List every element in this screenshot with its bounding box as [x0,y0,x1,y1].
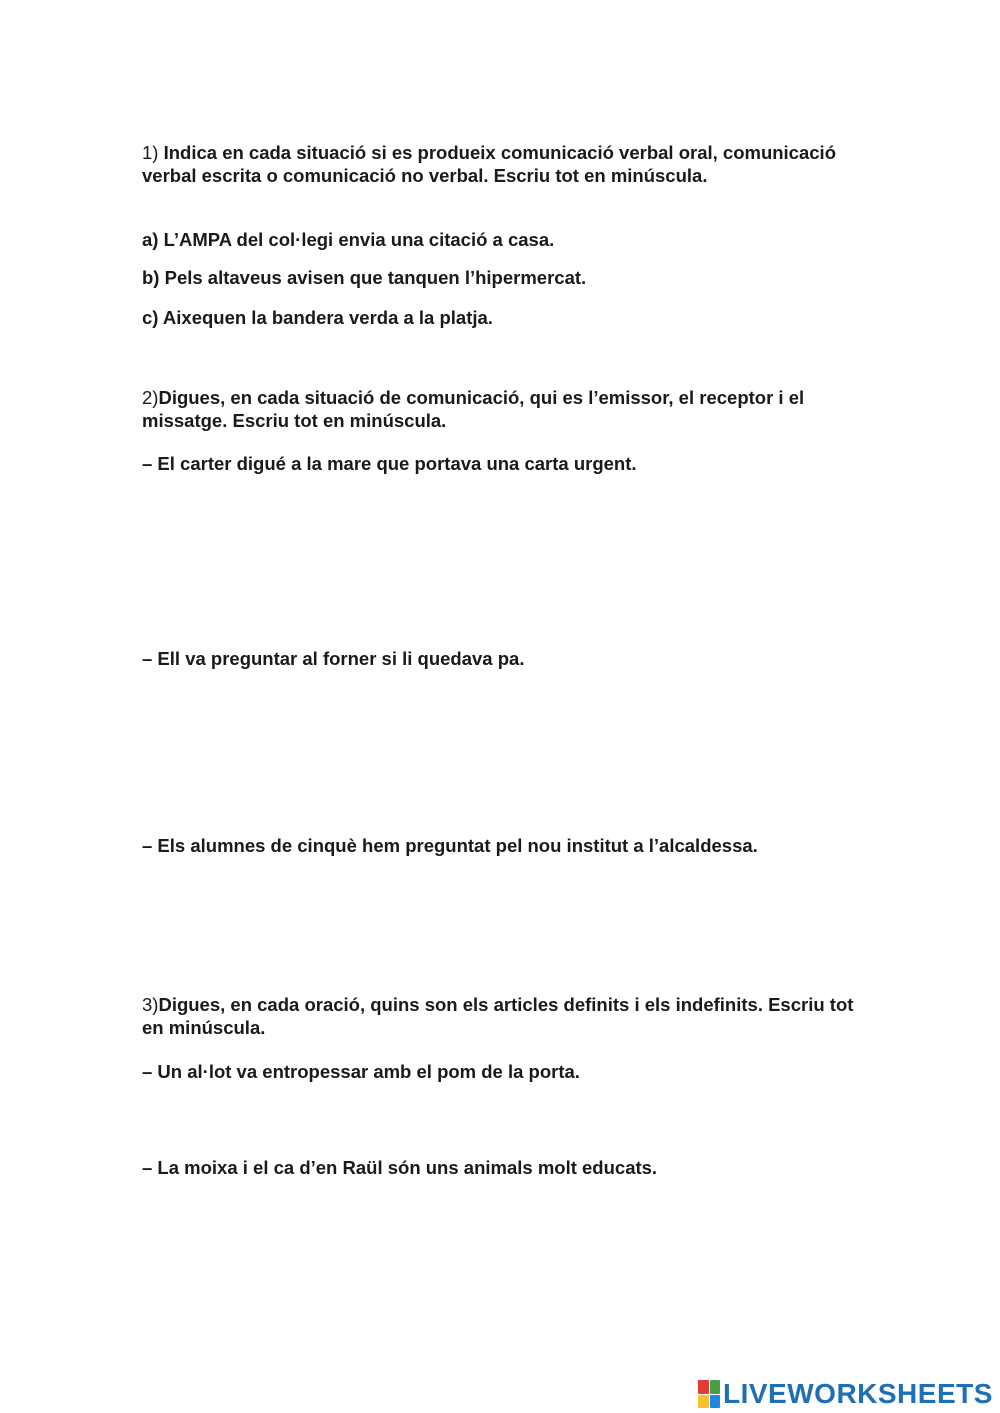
liveworksheets-logo [698,1378,993,1410]
logo-square-blue [710,1395,721,1409]
question-2-item-1: – El carter digué a la mare que portava una carta urgent. [142,453,637,474]
question-1-number: 1) [142,142,159,163]
logo-square-red [698,1380,709,1394]
question-2-prompt [142,386,862,432]
question-2-item-2: – Ell va preguntar al forner si li quedava pa. [142,648,525,669]
question-3-prompt [142,993,862,1039]
logo-square-green [710,1380,721,1394]
question-1-prompt [142,141,862,187]
question-3-item-2: – La moixa i el ca d’en Raül són uns animals molt educats. [142,1157,658,1178]
question-3-number: 3) [142,994,159,1015]
question-1-item-a: a) L’AMPA del col·legi envia una citació a casa. [142,229,555,250]
liveworksheets-logo-icon [698,1380,720,1408]
question-1-text: Indica en cada situació si es produeix comunicació verbal oral, comunicació verbal escrita o comunicació no verbal. Escriu tot en minúscula. [142,142,836,186]
logo-square-yellow [698,1395,709,1409]
question-3-item-1: – Un al·lot va entropessar amb el pom de la porta. [142,1061,580,1082]
question-3-text: Digues, en cada oració, quins son els articles definits i els indefinits. Escriu tot en minúscula. [142,994,854,1038]
question-2-text: Digues, en cada situació de comunicació, qui es l’emissor, el receptor i el missatge. Escriu tot en minúscula. [142,387,805,431]
logo-text: LIVEWORKSHEETS [723,1378,993,1409]
question-1-item-b: b) Pels altaveus avisen que tanquen l’hipermercat. [142,267,587,288]
question-2-item-3: – Els alumnes de cinquè hem preguntat pel nou institut a l’alcaldessa. [142,835,758,856]
question-1-item-c: c) Aixequen la bandera verda a la platja. [142,307,493,328]
question-2-number: 2) [142,387,159,408]
